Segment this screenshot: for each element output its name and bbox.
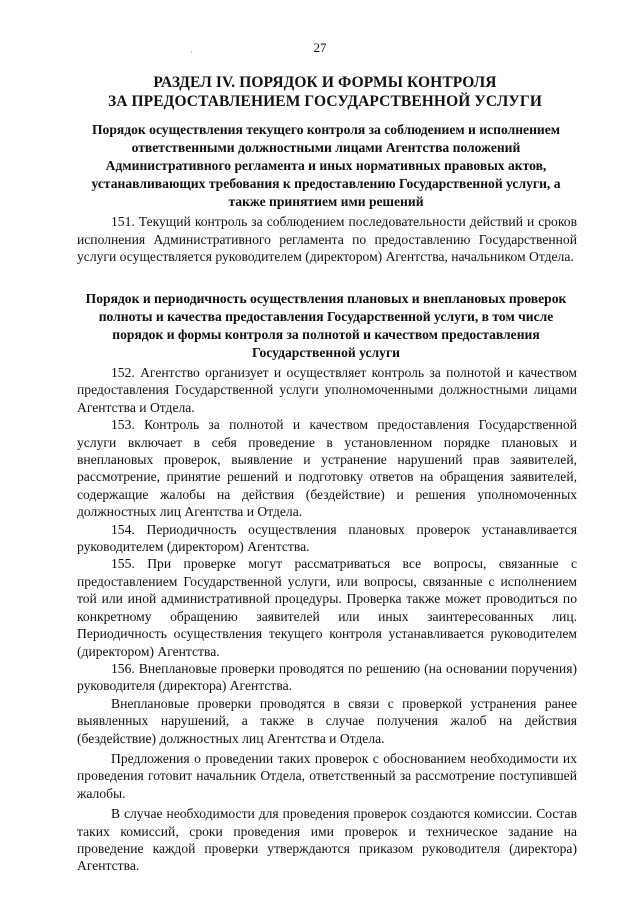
paragraph-152: 152. Агентство организует и осуществляет контроль за полнотой и качеством предоставления Государственной услуги уполномоченными должностными лицами Агентства и Отдела. xyxy=(77,365,577,415)
section-title xyxy=(90,73,560,111)
paragraph-proposals: Предложения о проведении таких проверок с обоснованием необходимости их проведения готовит начальник Отдела, ответственный за рассмотрение поступившей жалобы. xyxy=(77,750,577,801)
section-title-line-1: РАЗДЕЛ IV. ПОРЯДОК И ФОРМЫ КОНТРОЛЯ xyxy=(153,74,497,91)
paragraph-commissions: В случае необходимости для проведения проверок создаются комиссии. Состав таких комиссий, сроки проведения ими проверок и техническое задание на проведение каждой проверки утверждаются приказом руководителя (директора) Агентства. xyxy=(77,806,577,874)
section-title-line-2: ЗА ПРЕДОСТАВЛЕНИЕМ ГОСУДАРСТВЕННОЙ УСЛУГИ xyxy=(107,93,543,110)
subsection-1-title: Порядок осуществления текущего контроля за соблюдением и исполнением ответственными должностными лицами Агентства положений Административного регламента и иных нормативных правовых актов, устанавливающих требования к предоставлению Государственной услуги, а также принятием ими решений xyxy=(91,122,561,209)
paragraph-151: 151. Текущий контроль за соблюдением последовательности действий и сроков исполнения Административного регламента по предоставлению Государственной услуги осуществляется руководителем (директором) Агентства, начальником Отдела. xyxy=(77,214,577,265)
subsection-2-title: Порядок и периодичность осуществления плановых и внеплановых проверок полноты и качества предоставления Государственной услуги, в том числе порядок и формы контроля за полнотой и качеством предоставления Государственной услуги xyxy=(85,291,567,360)
paragraph-unplanned-checks: Внеплановые проверки проводятся в связи с проверкой устранения ранее выявленных нарушений, а также в случае получения жалоб на действия (бездействие) должностных лиц Агентства и Отдела. xyxy=(77,695,577,746)
subsection-2-body xyxy=(77,364,577,875)
paragraph-153: 153. Контроль за полнотой и качеством предоставления Государственной услуги включает в себя проведение в установленном порядке плановых и внеплановых проверок, выявление и устранение нарушений прав заявителей, рассмотрение, принятие решений и подготовку ответов на обращения заявителей, содержащие жалобы на действия (бездействие) и решения уполномоченных должностных лиц Агентства и Отдела. xyxy=(77,417,577,520)
scan-speck: · xyxy=(190,47,193,57)
page-number: 27 xyxy=(313,40,327,55)
paragraph-156: 156. Внеплановые проверки проводятся по решению (на основании поручения) руководителя (директора) Агентства. xyxy=(77,660,577,694)
paragraph-154: 154. Периодичность осуществления плановых проверок устанавливается руководителем (директором) Агентства. xyxy=(77,521,577,555)
paragraph-155: 155. При проверке могут рассматриваться все вопросы, связанные с предоставлением Государственной услуги, или вопросы, связанные с исполнением той или иной административной процедуры. Проверка также может проводиться по конкретному обращению заявителей или иных заинтересованных лиц. Периодичность осуществления текущего контроля устанавливается руководителем (директором) Агентства. xyxy=(77,556,577,659)
